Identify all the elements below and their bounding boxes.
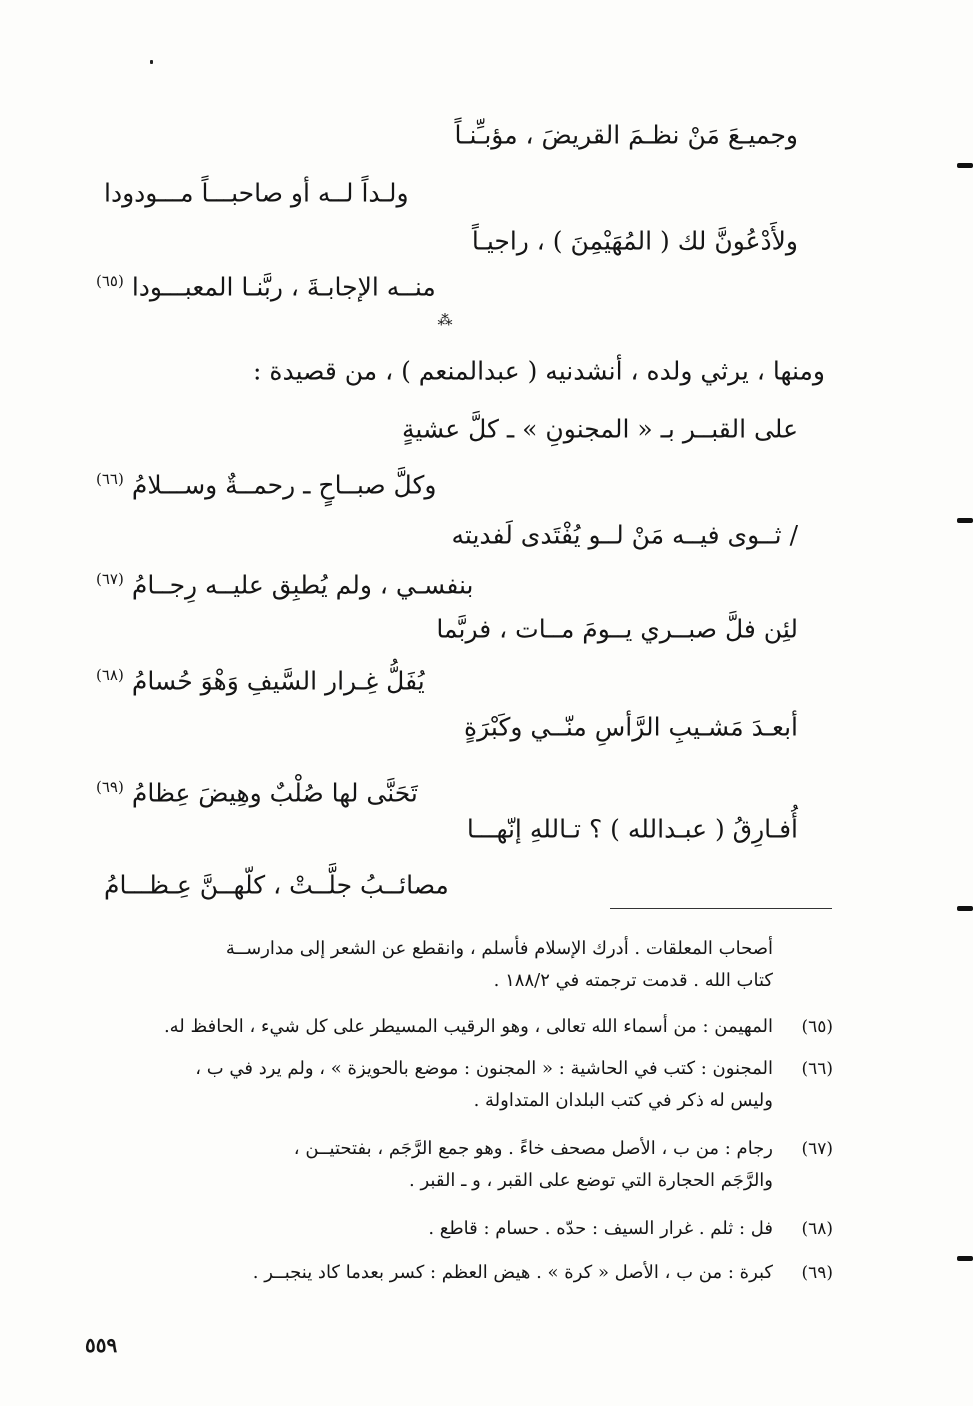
poem-line: منــه الإجابـةَ ، ربَّنـا المعبـــودا$^{(٦٥)}$ [96,272,436,302]
scan-edge-mark [957,518,973,523]
scan-edge-mark [957,163,973,168]
intro-line: ومنها ، يرثي ولده ، أنشدنيه ( عبدالمنعم ) ، من قصيدة : [253,356,825,386]
poem-line: تَحَنَّى لها صُلْبٌ وهِيضَ عِظامُ$^{(٦٩)}$ [96,778,418,808]
poem-line: وجميـعَ مَنْ نظـمَ القريضَ ، مؤبـِّنـاً [454,120,798,150]
poem-line: ولـداً لــه أو صاحبـــاً مـــودودا [104,178,409,208]
poem-line: ولأَدْعُونَّ لك ( المُهَيْمِنَ ) ، راجيـاً [471,226,798,256]
footnote-number: (٦٩) [801,1263,833,1283]
poem-line: / ثــوى فيــه مَنْ لــو يُفْتَدى لَفديته [451,520,798,550]
poem-line: أُفـارِقُ ( عبـدالله ) ؟ تـاللهِ إنّهـــا [466,814,798,844]
poem-line: أبعـدَ مَشـيبِ الرَّأسِ منّــي وكَبْرَةٍ [464,712,798,742]
footnote-text: وليس له ذكر في كتب البلدان المتداولة . [473,1090,773,1111]
footnote-separator [610,908,832,909]
footnote-text: المجنون : كتب في الحاشية : « المجنون : موضع بالحويزة » ، ولم يرد في ب ، [195,1058,773,1079]
poem-line: وكلَّ صبــاحٍ ـ رحمــةٌ وســـلامُ$^{(٦٦)}$ [96,470,437,500]
poem-line: مصائــبُ جلَّــتْ ، كلّهــنَّ عِـظـــامُ [104,870,449,900]
footnote-number: (٦٧) [801,1139,833,1159]
footnote-text: فل : ثلم . غرار السيف : حدّه . حسام : قاطع . [428,1218,773,1239]
footnote-text: كبرة : من ب ، الأصل « كرة » . هيض العظم : كسر بعدما كاد ينجبــر . [252,1262,773,1283]
footnote-number: (٦٦) [801,1059,833,1079]
scan-edge-mark [957,1256,973,1261]
section-stars: ⁂ [437,311,453,329]
footnote-number: (٦٨) [801,1219,833,1239]
poem-line: بنفسـي ، ولم يُطبِق عليــه رِجــامُ$^{(٦٧)}$ [96,570,474,600]
footnote-text: والرَّجَم الحجارة التي توضع على القبر ، و ـ القبر . [409,1170,773,1191]
footnote-text: رجام : من ب ، الأصل مصحف خاءً . وهو جمع الرَّجَم ، بفتحتيــن ، [293,1138,773,1159]
scan-edge-mark [957,906,973,911]
poem-line: لئِن فلَّ صبــري يــومَ مــات ، فربَّما [436,614,798,644]
footnote-number: (٦٥) [801,1017,833,1037]
footnote-intro-line: أصحاب المعلقات . أدرك الإسلام فأسلم ، وانقطع عن الشعر إلى مدارســة [225,938,773,959]
poem-line: يُفَلُّ غِـرار السَّيفِ وَهْوَ حُسامُ$^{(٦٨)}$ [96,666,425,696]
poem-line: على القبــر بـ « المجنونِ » ـ كلَّ عشيةٍ [402,414,798,444]
ink-speck [150,60,153,64]
footnote-text: المهيمن : من أسماء الله تعالى ، وهو الرقيب المسيطر على كل شيء ، الحافظ له. [163,1016,773,1037]
footnote-intro-line: كتاب الله . قدمت ترجمته في ١٨٨/٢ . [493,970,773,991]
page-number: ٥٥٩ [85,1333,118,1357]
